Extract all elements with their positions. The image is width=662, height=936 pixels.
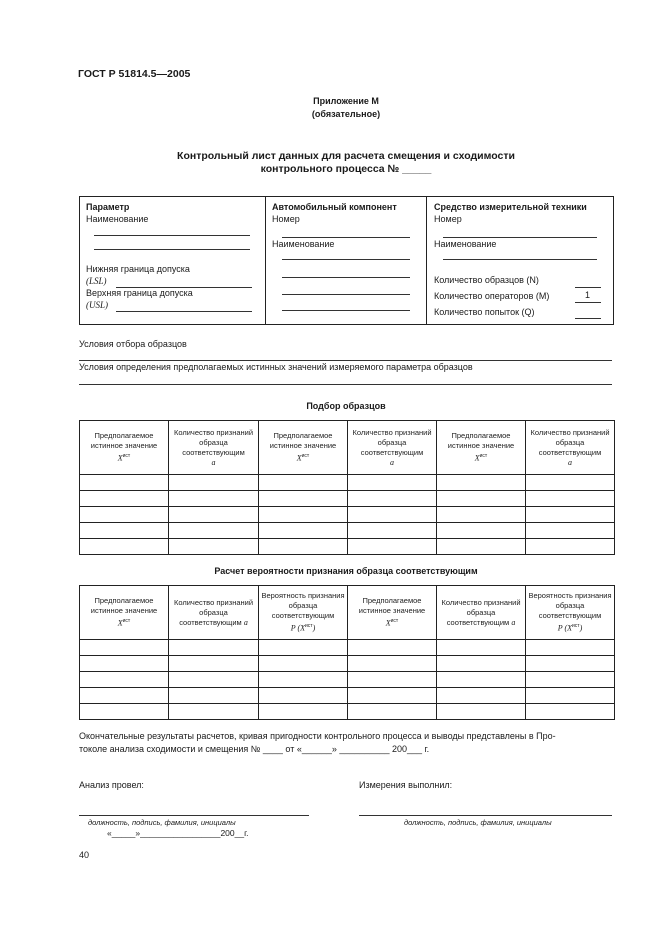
table1-header-cell: Предполагаемое истинное значение $X^{ист}$ <box>80 421 169 475</box>
table-row <box>80 640 615 656</box>
table2-header-row <box>80 586 615 640</box>
table-cell[interactable] <box>80 688 169 704</box>
table-cell[interactable] <box>80 672 169 688</box>
table-cell[interactable] <box>169 656 259 672</box>
component-number-line[interactable] <box>282 237 410 238</box>
table-cell[interactable] <box>526 507 615 523</box>
table-cell[interactable] <box>80 523 169 539</box>
table-cell[interactable] <box>437 704 526 720</box>
table-cell[interactable] <box>526 704 615 720</box>
table-cell[interactable] <box>526 523 615 539</box>
info-box <box>79 196 614 325</box>
annex-title: Приложение М <box>313 96 379 106</box>
table-cell[interactable] <box>259 507 348 523</box>
table-cell[interactable] <box>169 672 259 688</box>
table-cell[interactable] <box>348 491 437 507</box>
table-cell[interactable] <box>348 539 437 555</box>
table-row <box>80 523 615 539</box>
attempts-label: Количество попыток (Q) <box>434 307 535 317</box>
table2-title: Расчет вероятности признания образца соответствующим <box>214 566 478 576</box>
table-cell[interactable] <box>526 539 615 555</box>
measurements-signature-line[interactable] <box>359 815 612 816</box>
parameter-heading: Параметр <box>86 202 130 212</box>
annex-subtitle: (обязательное) <box>311 109 381 119</box>
table-cell[interactable] <box>259 491 348 507</box>
analysis-signature-line[interactable] <box>79 815 309 816</box>
table2-header-cell: Вероятность признания образца соответствующим P $(X^{ист})$ <box>526 586 615 640</box>
usl-field[interactable] <box>116 311 252 312</box>
component-column <box>266 197 427 324</box>
instrument-column <box>427 197 613 324</box>
table-cell[interactable] <box>437 475 526 491</box>
table-cell[interactable] <box>348 704 437 720</box>
sampling-conditions-line[interactable] <box>79 360 612 361</box>
table-cell[interactable] <box>348 523 437 539</box>
table-cell[interactable] <box>259 688 348 704</box>
table-cell[interactable] <box>437 656 526 672</box>
sampling-conditions-label: Условия отбора образцов <box>79 339 187 349</box>
samples-label: Количество образцов (N) <box>434 275 539 285</box>
table-cell[interactable] <box>80 640 169 656</box>
true-values-conditions-line[interactable] <box>79 384 612 385</box>
form-title-line1: Контрольный лист данных для расчета смещения и сходимости <box>177 150 515 162</box>
table-cell[interactable] <box>259 475 348 491</box>
table-cell[interactable] <box>80 704 169 720</box>
table-cell[interactable] <box>437 507 526 523</box>
table-row <box>80 656 615 672</box>
table-cell[interactable] <box>526 640 615 656</box>
table2-header-cell: Предполагаемое истинное значение $X^{ист}$ <box>80 586 169 640</box>
table-cell[interactable] <box>437 539 526 555</box>
table-row <box>80 688 615 704</box>
table2-header-cell: Вероятность признания образца соответствующим P $(X^{ист})$ <box>259 586 348 640</box>
table-cell[interactable] <box>80 475 169 491</box>
component-name-line-4[interactable] <box>282 310 410 311</box>
table-cell[interactable] <box>169 491 259 507</box>
page-number: 40 <box>79 850 90 860</box>
parameter-column <box>80 197 266 324</box>
table-cell[interactable] <box>348 672 437 688</box>
analysis-signature-caption: должность, подпись, фамилия, инициалы <box>88 818 236 827</box>
table1-header-cell: Количество признаний образца соответствующим a <box>526 421 615 475</box>
table-row <box>80 491 615 507</box>
table-cell[interactable] <box>259 704 348 720</box>
table-cell[interactable] <box>437 688 526 704</box>
table1-header-cell: Предполагаемое истинное значение $X^{ист}$ <box>437 421 526 475</box>
table-row <box>80 475 615 491</box>
usl-label: Верхняя граница допуска <box>86 288 193 298</box>
sample-selection-table <box>79 420 615 555</box>
table-cell[interactable] <box>80 656 169 672</box>
component-heading: Автомобильный компонент <box>272 202 397 212</box>
table-row <box>80 672 615 688</box>
table-cell[interactable] <box>80 539 169 555</box>
lsl-label: Нижняя граница допуска <box>86 264 190 274</box>
table-row <box>80 539 615 555</box>
samples-field[interactable] <box>575 287 601 288</box>
measurements-label: Измерения выполнил: <box>359 780 453 790</box>
table2-header-cell: Количество признаний образца соответствующим a <box>437 586 526 640</box>
instrument-heading: Средство измерительной техники <box>434 202 587 212</box>
instrument-name-line[interactable] <box>443 259 597 260</box>
analysis-label: Анализ провел: <box>79 780 144 790</box>
table-cell[interactable] <box>169 640 259 656</box>
table-cell[interactable] <box>169 688 259 704</box>
table-cell[interactable] <box>259 672 348 688</box>
table-row <box>80 704 615 720</box>
lsl-symbol: (LSL) <box>86 276 107 286</box>
table-cell[interactable] <box>437 491 526 507</box>
table-cell[interactable] <box>169 704 259 720</box>
usl-symbol: (USL) <box>86 300 108 310</box>
analysis-date-line[interactable]: «_____»_________________200__г. <box>107 828 249 838</box>
table1-header-cell: Предполагаемое истинное значение $X^{ист}$ <box>259 421 348 475</box>
conclusion-line1: Окончательные результаты расчетов, кривая пригодности контрольного процесса и выводы представлены в Про- <box>79 731 556 741</box>
table-cell[interactable] <box>348 507 437 523</box>
table1-header-cell: Количество признаний образца соответствующим a <box>169 421 259 475</box>
measurements-signature-caption: должность, подпись, фамилия, инициалы <box>404 818 552 827</box>
table-cell[interactable] <box>526 672 615 688</box>
instrument-number-line[interactable] <box>443 237 597 238</box>
table-cell[interactable] <box>348 475 437 491</box>
table-cell[interactable] <box>169 507 259 523</box>
instrument-number-label: Номер <box>434 214 462 224</box>
operators-value: 1 <box>585 290 591 300</box>
conclusion-line2: токоле анализа сходимости и смещения № ____ от «______» __________ 200___ г. <box>79 744 430 754</box>
operators-field[interactable] <box>575 302 601 303</box>
table-cell[interactable] <box>259 640 348 656</box>
table-cell[interactable] <box>437 523 526 539</box>
table2-header-cell: Количество признаний образца соответствующим a <box>169 586 259 640</box>
table-cell[interactable] <box>259 539 348 555</box>
parameter-name-label: Наименование <box>86 214 149 224</box>
table-cell[interactable] <box>348 640 437 656</box>
table-cell[interactable] <box>437 672 526 688</box>
form-title-line2: контрольного процесса № _____ <box>260 163 432 175</box>
table-cell[interactable] <box>259 523 348 539</box>
probability-table <box>79 585 615 720</box>
table-cell[interactable] <box>526 656 615 672</box>
component-name-line-3[interactable] <box>282 294 410 295</box>
instrument-name-label: Наименование <box>434 239 497 249</box>
table-cell[interactable] <box>80 491 169 507</box>
table-cell[interactable] <box>169 523 259 539</box>
component-name-line-2[interactable] <box>282 277 410 278</box>
table1-title: Подбор образцов <box>306 401 386 411</box>
document-id: ГОСТ Р 51814.5—2005 <box>78 68 191 80</box>
table-cell[interactable] <box>526 491 615 507</box>
table-cell[interactable] <box>80 507 169 523</box>
component-number-label: Номер <box>272 214 300 224</box>
table-cell[interactable] <box>169 539 259 555</box>
table-cell[interactable] <box>526 688 615 704</box>
table-cell[interactable] <box>526 475 615 491</box>
table-row <box>80 507 615 523</box>
attempts-field[interactable] <box>575 318 601 319</box>
table-cell[interactable] <box>259 656 348 672</box>
true-values-conditions-label: Условия определения предполагаемых истинных значений измеряемого параметра образцов <box>79 362 473 372</box>
table1-header-cell: Количество признаний образца соответствующим a <box>348 421 437 475</box>
table2-header-cell: Предполагаемое истинное значение $X^{ист}$ <box>348 586 437 640</box>
component-name-label: Наименование <box>272 239 335 249</box>
table-cell[interactable] <box>348 688 437 704</box>
parameter-name-line-2[interactable] <box>94 249 250 250</box>
component-name-line-1[interactable] <box>282 259 410 260</box>
table1-header-row <box>80 421 615 475</box>
table-cell[interactable] <box>348 656 437 672</box>
operators-label: Количество операторов (M) <box>434 291 550 301</box>
parameter-name-line-1[interactable] <box>94 235 250 236</box>
table-cell[interactable] <box>169 475 259 491</box>
table-cell[interactable] <box>437 640 526 656</box>
